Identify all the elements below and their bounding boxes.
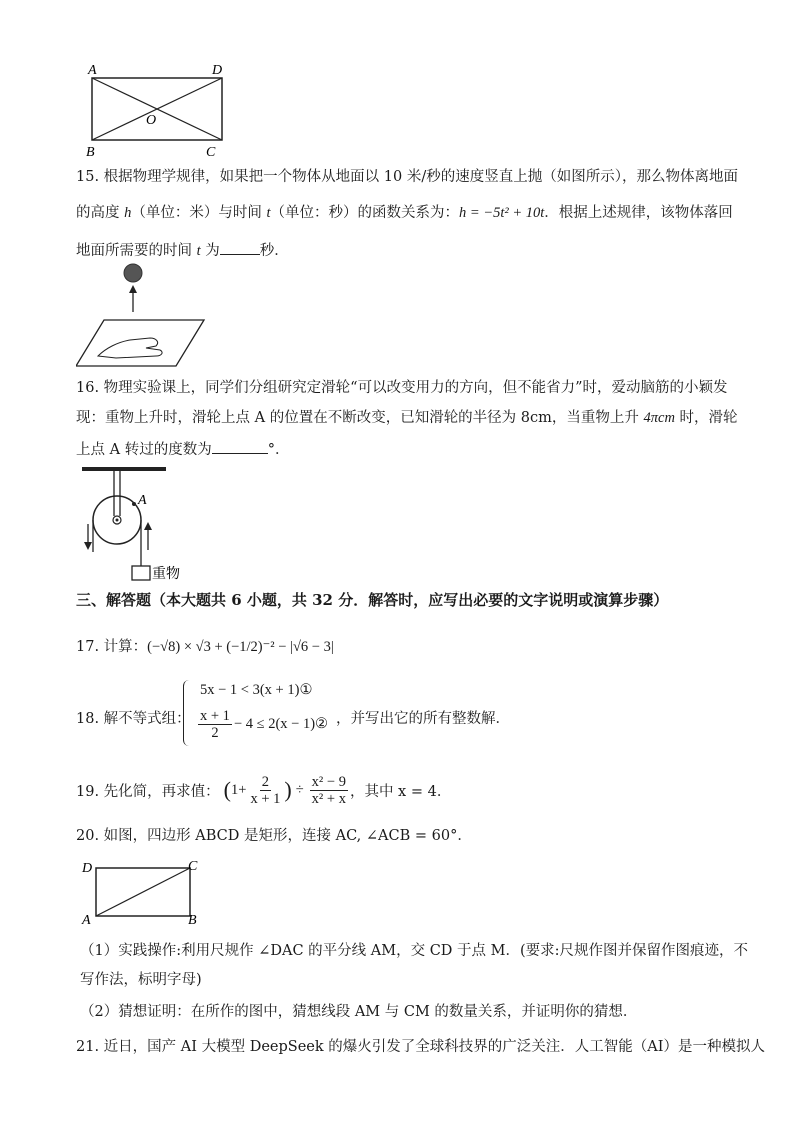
q18-brace xyxy=(183,680,192,746)
q16-line2: 现：重物上升时，滑轮上点 A 的位置在不断改变，已知滑轮的半径为 8cm，当重物上升 4πcm 时，滑轮 xyxy=(76,410,738,426)
pulley-figure xyxy=(78,466,198,584)
rectangle-diagonals-figure xyxy=(80,60,240,160)
q15-answer-blank[interactable] xyxy=(220,240,260,255)
q20-label-b: B xyxy=(188,913,197,928)
q18-tail: ，并写出它的所有整数解． xyxy=(336,711,510,727)
q20-label-d: D xyxy=(82,861,93,876)
q20-label-c: C xyxy=(188,859,198,874)
ground-plane xyxy=(76,320,204,366)
q20-label-a: A xyxy=(82,913,91,928)
q17-expression: (−√8) × √3 + (−1/2)⁻² − |√6 − 3| xyxy=(147,639,334,655)
q15-formula: h = −5t² + 10t xyxy=(459,205,545,221)
point-a-marker xyxy=(132,502,136,506)
q16-answer-blank[interactable] xyxy=(212,439,268,454)
q20-line1: 20. 如图，四边形 ABCD 是矩形，连接 AC, ∠ACB = 60°． xyxy=(76,828,472,844)
section-three-heading: 三、解答题（本大题共 6 小题，共 32 分．解答时，应写出必要的文字说明或演算步骤） xyxy=(76,591,669,609)
q15-line1: 15. 根据物理学规律，如果把一个物体从地面以 10 米/秒的速度竖直上抛（如图所示），那么物体离地面 xyxy=(76,169,738,185)
q18-label: 18. 解不等式组： xyxy=(76,711,191,727)
weight-box xyxy=(132,566,150,580)
q15-line2: 的高度 h（单位：米）与时间 t（单位：秒）的函数关系为：h = −5t² + 10t．根据上述规律，该物体落回 xyxy=(76,205,733,221)
rectangle-acbd-figure xyxy=(78,856,208,928)
q16-line1: 16. 物理实验课上，同学们分组研究定滑轮“可以改变用力的方向，但不能省力”时，爱动脑筋的小颖发 xyxy=(76,380,728,396)
label-d: D xyxy=(212,63,223,78)
arrow-down-icon xyxy=(84,542,92,550)
q18-inequality-2: $\frac{x + 1}{2}$ − 4 ≤ 2(x − 1)② xyxy=(200,708,329,741)
q15-line3: 地面所需要的时间 t 为 秒． xyxy=(76,240,289,261)
ball-toss-figure xyxy=(76,262,216,370)
arrow-up-icon xyxy=(144,522,152,530)
label-o: O xyxy=(146,113,157,128)
pulley-label-a: A xyxy=(138,493,147,508)
q16-line3: 上点 A 转过的度数为 °． xyxy=(76,439,289,460)
hand-icon xyxy=(98,338,162,358)
label-c: C xyxy=(206,145,216,160)
q20-part2: （2）猜想证明：在所作的图中，猜想线段 AM 与 CM 的数量关系，并证明你的猜想． xyxy=(80,1004,638,1020)
weight-label: 重物 xyxy=(152,566,180,582)
q20-part1-line2: 写作法，标明字母) xyxy=(80,972,202,988)
q18-inequality-1: 5x − 1 < 3(x + 1)① xyxy=(200,682,313,698)
q19-line: 19. 先化简，再求值： ( 1+ $\frac{2}{x + 1}$ ) ÷ $\frac{\text{x² − 9}}{\text{x² + x}}$ ，其中 x = 4． xyxy=(76,773,452,807)
q20-part1-line1: （1）实践操作:利用尺规作 ∠DAC 的平分线 AM，交 CD 于点 M．(要求:尺规作图并保留作图痕迹，不 xyxy=(80,943,749,959)
q17-line: 17. 计算：(−√8) × √3 + (−1/2)⁻² − |√6 − 3| xyxy=(76,639,334,655)
ball-icon xyxy=(124,264,142,282)
label-a: A xyxy=(88,63,97,78)
label-b: B xyxy=(86,145,95,160)
q21-line1: 21. 近日，国产 AI 大模型 DeepSeek 的爆火引发了全球科技界的广泛关注．人工智能（AI）是一种模拟人 xyxy=(76,1039,765,1055)
